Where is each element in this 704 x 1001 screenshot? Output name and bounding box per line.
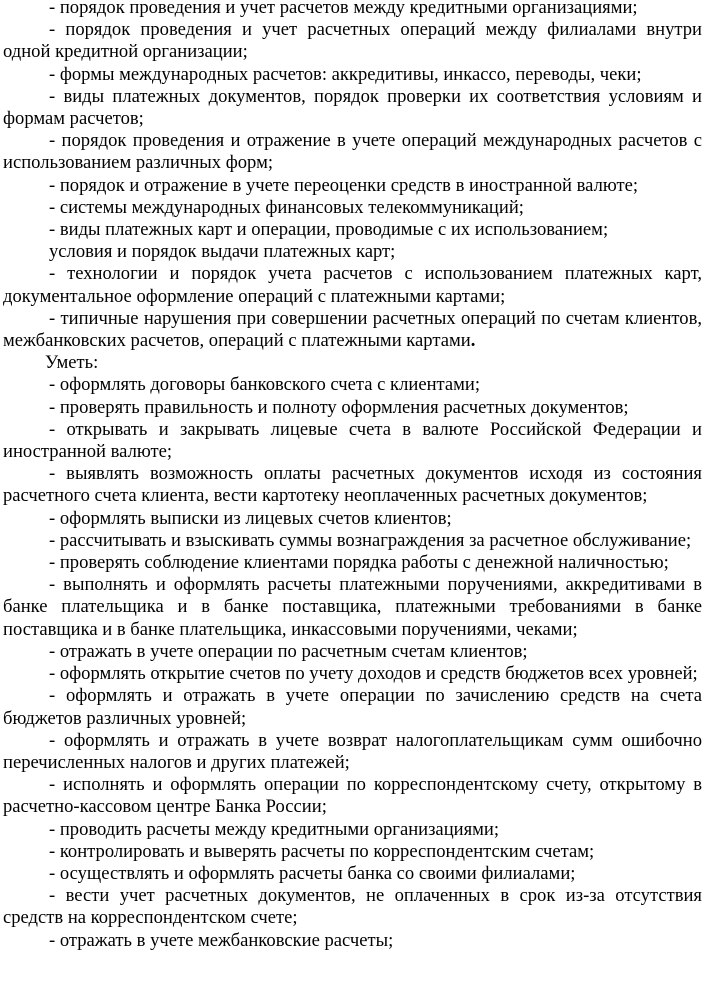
section-heading-skills: Уметь: bbox=[45, 352, 99, 374]
list-item: - порядок проведения и учет расчетов между кредитными организациями; bbox=[49, 0, 638, 18]
list-item: - порядок проведения и учет расчетных операций между филиалами внутри одной кредитной организации; bbox=[3, 19, 702, 63]
list-item-text: - типичные нарушения при совершении расчетных операций по счетам клиентов, межбанковских расчетов, операций с платежными картами bbox=[3, 307, 702, 352]
list-item: - порядок и отражение в учете переоценки средств в иностранной валюте; bbox=[49, 174, 639, 196]
list-item-last bbox=[3, 308, 702, 352]
list-item: - оформлять и отражать в учете возврат налогоплательщикам сумм ошибочно перечисленных налогов и других платежей; bbox=[3, 729, 702, 773]
list-item: - выполнять и оформлять расчеты платежными поручениями, аккредитивами в банке плательщика и в банке поставщика, платежными требованиями в банке поставщика и в банке плательщика, инкассовыми поручениями, чеками; bbox=[3, 574, 702, 640]
list-item: - проверять правильность и полноту оформления расчетных документов; bbox=[49, 396, 629, 418]
list-item: - технологии и порядок учета расчетов с использованием платежных карт, документальное оформление операций с платежными картами; bbox=[3, 263, 702, 307]
list-item: условия и порядок выдачи платежных карт; bbox=[49, 241, 396, 263]
list-item: - проверять соблюдение клиентами порядка работы с денежной наличностью; bbox=[49, 552, 669, 574]
list-item: - открывать и закрывать лицевые счета в валюте Российской Федерации и иностранной валюте; bbox=[3, 418, 702, 463]
list-item: - оформлять выписки из лицевых счетов клиентов; bbox=[49, 507, 452, 529]
list-item: - проводить расчеты между кредитными организациями; bbox=[49, 818, 500, 840]
list-item: - рассчитывать и взыскивать суммы вознаграждения за расчетное обслуживание; bbox=[49, 529, 692, 551]
list-item: - исполнять и оформлять операции по корреспондентскому счету, открытому в расчетно-кассовом центре Банка России; bbox=[3, 774, 702, 818]
list-item: - контролировать и выверять расчеты по корреспондентским счетам; bbox=[49, 840, 595, 862]
list-item: - оформлять открытие счетов по учету доходов и средств бюджетов всех уровней; bbox=[49, 663, 698, 685]
list-item: - отражать в учете межбанковские расчеты; bbox=[49, 929, 394, 951]
list-item: - виды платежных документов, порядок проверки их соответствия условиям и формам расчетов; bbox=[3, 85, 702, 130]
list-item: - системы международных финансовых телекоммуникаций; bbox=[49, 196, 524, 218]
list-item: - отражать в учете операции по расчетным счетам клиентов; bbox=[49, 640, 528, 662]
list-item: - выявлять возможность оплаты расчетных документов исходя из состояния расчетного счета клиента, вести картотеку неоплаченных расчетных документов; bbox=[3, 463, 702, 507]
list-item: - вести учет расчетных документов, не оплаченных в срок из-за отсутствия средств на корреспондентском счете; bbox=[3, 885, 702, 929]
list-item: - порядок проведения и отражение в учете операций международных расчетов с использованием различных форм; bbox=[3, 130, 702, 174]
list-item: - формы международных расчетов: аккредитивы, инкассо, переводы, чеки; bbox=[49, 63, 642, 85]
list-item-end-dot: . bbox=[470, 330, 476, 352]
list-item: - виды платежных карт и операции, проводимые с их использованием; bbox=[49, 219, 609, 241]
list-item: - оформлять и отражать в учете операции по зачислению средств на счета бюджетов различных уровней; bbox=[3, 685, 702, 729]
list-item: - осуществлять и оформлять расчеты банка со своими филиалами; bbox=[49, 862, 576, 884]
list-item: - оформлять договоры банковского счета с клиентами; bbox=[49, 374, 481, 396]
